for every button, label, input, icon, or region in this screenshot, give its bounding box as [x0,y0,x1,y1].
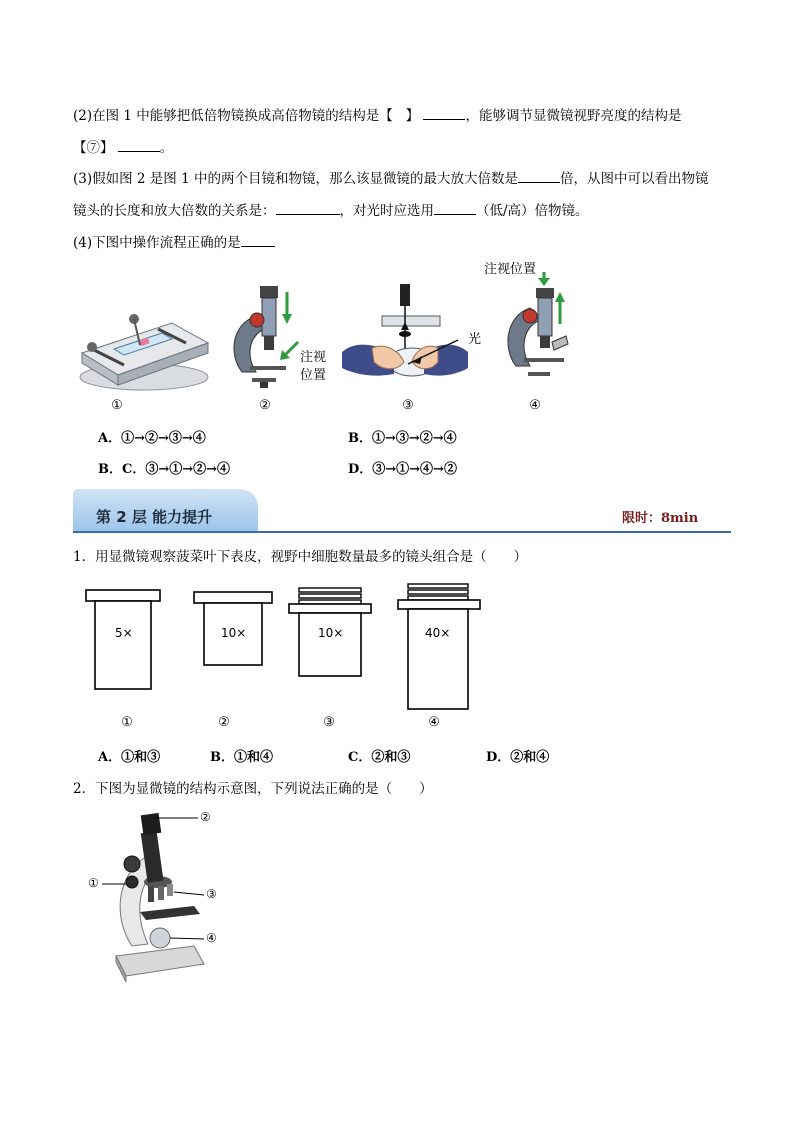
q3-line-2: 镜头的长度和放大倍数的关系是： ，对光时应选用 （低/高）倍物镜。 [73,199,589,219]
option-d[interactable]: D．③→①→④→② [348,462,457,477]
section-title: 第 2 层 能力提升 [96,508,213,526]
structure-label-3: ③ [206,887,217,901]
answer-blank[interactable] [241,232,275,247]
figure-caption: ② [259,398,271,413]
lens-label: 40× [425,626,451,640]
q1-option-c[interactable]: C．②和③ [348,750,411,765]
label-light: 光 [468,332,482,347]
q1-option-b[interactable]: B．①和④ [210,750,273,765]
figure-hands-mirror [342,282,468,390]
lens-objective-40x [398,584,480,709]
structure-label-1: ① [88,876,99,890]
q4-stem: (4)下图中操作流程正确的是 [73,231,275,251]
section-divider [73,531,731,533]
time-limit: 限时：8min [622,511,699,526]
figure-caption: ① [111,398,123,413]
answer-blank[interactable] [423,105,465,120]
answer-blank[interactable] [518,168,560,183]
q1-stem: 1．用显微镜观察菠菜叶下表皮，视野中细胞数量最多的镜头组合是（ ） [73,549,528,565]
lens-label: 10× [221,626,247,640]
q2-line-2: 【⑦】 。 [73,136,173,156]
q1-option-a[interactable]: A．①和③ [98,750,161,765]
figure-stage-slide [74,305,214,393]
figure-microscope-raising [500,272,580,390]
figure-microscope-lowering [226,284,306,396]
figure-caption: ④ [529,398,541,413]
lens-caption: ① [121,715,133,730]
option-b[interactable]: B．①→③→②→④ [348,431,457,446]
q2-line-1: (2)在图 1 中能够把低倍物镜换成高倍物镜的结构是【 】 ，能够调节显微镜视野亮度的结构是 [73,104,681,124]
label-watch-position-side: 注视 位置 [300,350,327,383]
lens-figure [80,582,490,712]
label-watch-position-top: 注视位置 [484,262,537,277]
option-a[interactable]: A．①→②→③→④ [98,431,206,446]
figure-caption: ③ [402,398,414,413]
lens-caption: ③ [323,715,335,730]
structure-label-4: ④ [206,931,217,945]
structure-label-2: ② [200,810,211,824]
answer-blank[interactable] [118,137,160,152]
lens-caption: ② [218,715,230,730]
answer-blank[interactable] [434,200,476,215]
option-c[interactable]: B．C．③→①→②→④ [98,462,231,477]
lens-label: 10× [318,626,344,640]
q3-line-1: (3)假如图 2 是图 1 中的两个目镜和物镜，那么该显微镜的最大放大倍数是 倍，从图中可以看出物镜 [73,167,708,187]
lens-label: 5× [115,626,133,640]
lens-caption: ④ [428,715,440,730]
answer-blank[interactable] [276,200,340,215]
q1-option-d[interactable]: D．②和④ [486,750,550,765]
q2-stem: 2．下图为显微镜的结构示意图，下列说法正确的是（ ） [73,781,433,797]
